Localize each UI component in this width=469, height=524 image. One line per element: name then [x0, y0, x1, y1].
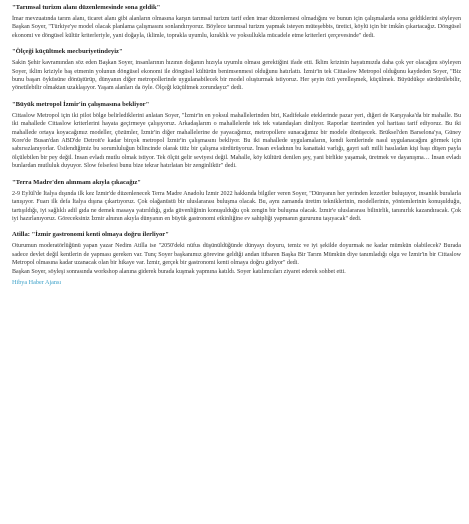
section-paragraph: Oturumun moderatörlüğünü yapan yazar Nedim Atilla ise "2050'deki nüfus düşünüldüğünde dünyayı doyuru, temiz ve iyi şekilde doyurmak ne kadar mümkün olabilecek? Burada sadece devlet değil kentlerin de yapması gereken var. Tunç Soyer başkanımız görevine geldiği andan itibaren Başka Bir Tarım Mümkün diye tanımladığı olgu ve İzmir'in bir Cittaslow Metropol olmasına kadar uzanacak olan bir hikaye var. İzmir, gerçek bir gastronomi kenti olmaya doğru gidiyor" dedi.	[12, 243, 461, 267]
section-buyuk-metropol	[12, 101, 461, 171]
section-paragraph: 2-9 Eylül'de İtalya dışında ilk kez İzmir'de düzenlenecek Terra Madre Anadolu İzmir 2022 hakkında bilgiler veren Soyer, "Dünyanın her yerinden lezzetler buluşuyor, insanlık buralarla tanışıyor. Fuarı ilk defa İtalya dışına çıkartıyoruz. Çok olağanüstü bir uluslararası buluşma olacak. Bu, aynı zamanda üretim tekniklerinin, modellerinin, yöntemlerinin konuşulduğu, tartışıldığı, iyi sağlıklı adil gıda ne demek masaya yatırıldığı, gıda güvenliğinin konuşulduğu çok zengin bir buluşma olacak. İzmir'e uluslararası bilinirlik, tanınırlık kazandıracak. Çok iyi hazırlanıyoruz. Göreceksiniz İzmir alnının akıyla dünyanın en büyük gastronomi etkinliğine ev sahipliği yapmanın gururunu taşıyacak" dedi.	[12, 190, 461, 222]
section-heading: Atilla: "İzmir gastronomi kenti olmaya doğru ilerliyor"	[12, 231, 169, 239]
section-heading: "Ölçeği küçültmek mecburiyetindeyiz"	[12, 48, 123, 56]
section-olcegi-kucultmek	[12, 48, 461, 93]
section-paragraph: Başkan Soyer, söyleşi sonrasında workshop alanına giderek burada kuşmak yapmına katıldı. Soyer katılımcıları ziyaret ederek sohbet etti.	[12, 268, 346, 275]
section-heading: "Büyük metropol İzmir'in çalışmasına bekliyor"	[12, 100, 150, 108]
section-paragraph: İmar mevzuatında tarım alanı, ticaret alanı gibi alanların olmasına karşın tarımsal turizm tarif eden imar düzenlemesi olmadığını ve bunun için çalışmalarda sona geldiklerini söyleyen Başkan Soyer, "Türkiye'ye model olacak planlama çalışmasını sonlandırıyoruz. Böylece tarımsal turizm yapmak isteyen müteşebbis, üretici, köylü için bir imkân çıkartacağız. Döngüsel ekonomi ve döngüsel kültür kriterleriyle, yani doğayla, iklimle, toprakla uyumlu, kıraklık ve yoksullukla mücadele etme kriterleri çerçevesinde" dedi.	[12, 16, 461, 39]
section-tarimsal-turizm	[12, 4, 461, 40]
section-heading: "Terra Madre'den alınmam akıyla çıkacağız"	[12, 178, 141, 186]
section-paragraph: Sakin Şehir kavramından söz eden Başkan Soyer, insanlarının hızının doğanın hızıyla uyumlu olması gerektiğini ifade etti. İklim krizinin hayatımızda daha çok yer olacağını söyleyen Soyer, iklim kriziyle baş etmenin yolunun döngüsel ekonomi ile döngüsel kültürün benimsenmesi olduğunu hatırlattı. İzmir'in tek Cittaslow Metropol olduğunu kaydeden Soyer, "Biz bunu başarı öyküsüne dönüştürüp, dünyanın diğer metropollerinde uygulanabilecek bir model oluşturmak istiyoruz. Her şeyin özü yerelleşmek, küçülmek. Büyüdükçe sürdürülebilir, yönetilebilir olmaktan uzaklaşıyor. Yaşam alanları da öyle. Ölçeği küçültmek zorundayız" dedi.	[12, 60, 461, 92]
news-agency-source-link[interactable]: Hibya Haber Ajansı	[12, 278, 62, 286]
section-atilla	[12, 231, 461, 276]
section-heading: "Tarımsal turizm alanı düzenlemesinde sona geldik"	[12, 4, 161, 11]
section-paragraph: Cittaslow Metropol için iki pilot bölge belirlediklerini anlatan Soyer, "İzmir'in en yoksul mahallelerinden biri, Kadifekale eteklerinde pazar yeri, diğeri de Karşıyaka'da bir mahalle. Bu iki mahallede Cittaslow kriterlerini hayata geçirmeye çalışıyoruz. Arkadaşlarım o mahallelerde tek tek vatandaşları dinliyor. Raporlar üzerinden yol haritası tarif ediyoruz. Bu iki mahallede ortaya koyacağımız modeller, çözümler, İzmir'in diğer mahallelerine de yayacağımız, metropollere sunacağımız bir modele dönüşecek. Brüksel'den Barselona'ya, Güney Kore'de Busan'dan ABD'de Detroit'e kadar birçok metropol İzmir'in çalışmasını bekliyor. Bu iki mahallede uygulamaların, kendi kentlerinde nasıl uygulanacağını görmek için sabırsızlanıyorlar. Üstlendiğimiz bu sorumluluğun bilincinde olarak titiz bir çalışma sürdürüyoruz. İnsan evladının bu kanattaki varlığı, gayri safi milli hasıladan kişi başı düşen payla ölçülebilen bir pey değil. İnsan evladı mutlu olmak istiyor. Tek ölçüt gelir seviyesi değil. Mahalle, köy kültürü denilen şey, yani birlikte yaşamak, üretmek ve dayanışma… İnsan evladı bunlardan mutluluk duyuyor. Slow felsefesi bunu bize tekrar hatırlatan bir zenginliktir" dedi.	[12, 112, 461, 170]
section-terra-madre	[12, 179, 461, 224]
